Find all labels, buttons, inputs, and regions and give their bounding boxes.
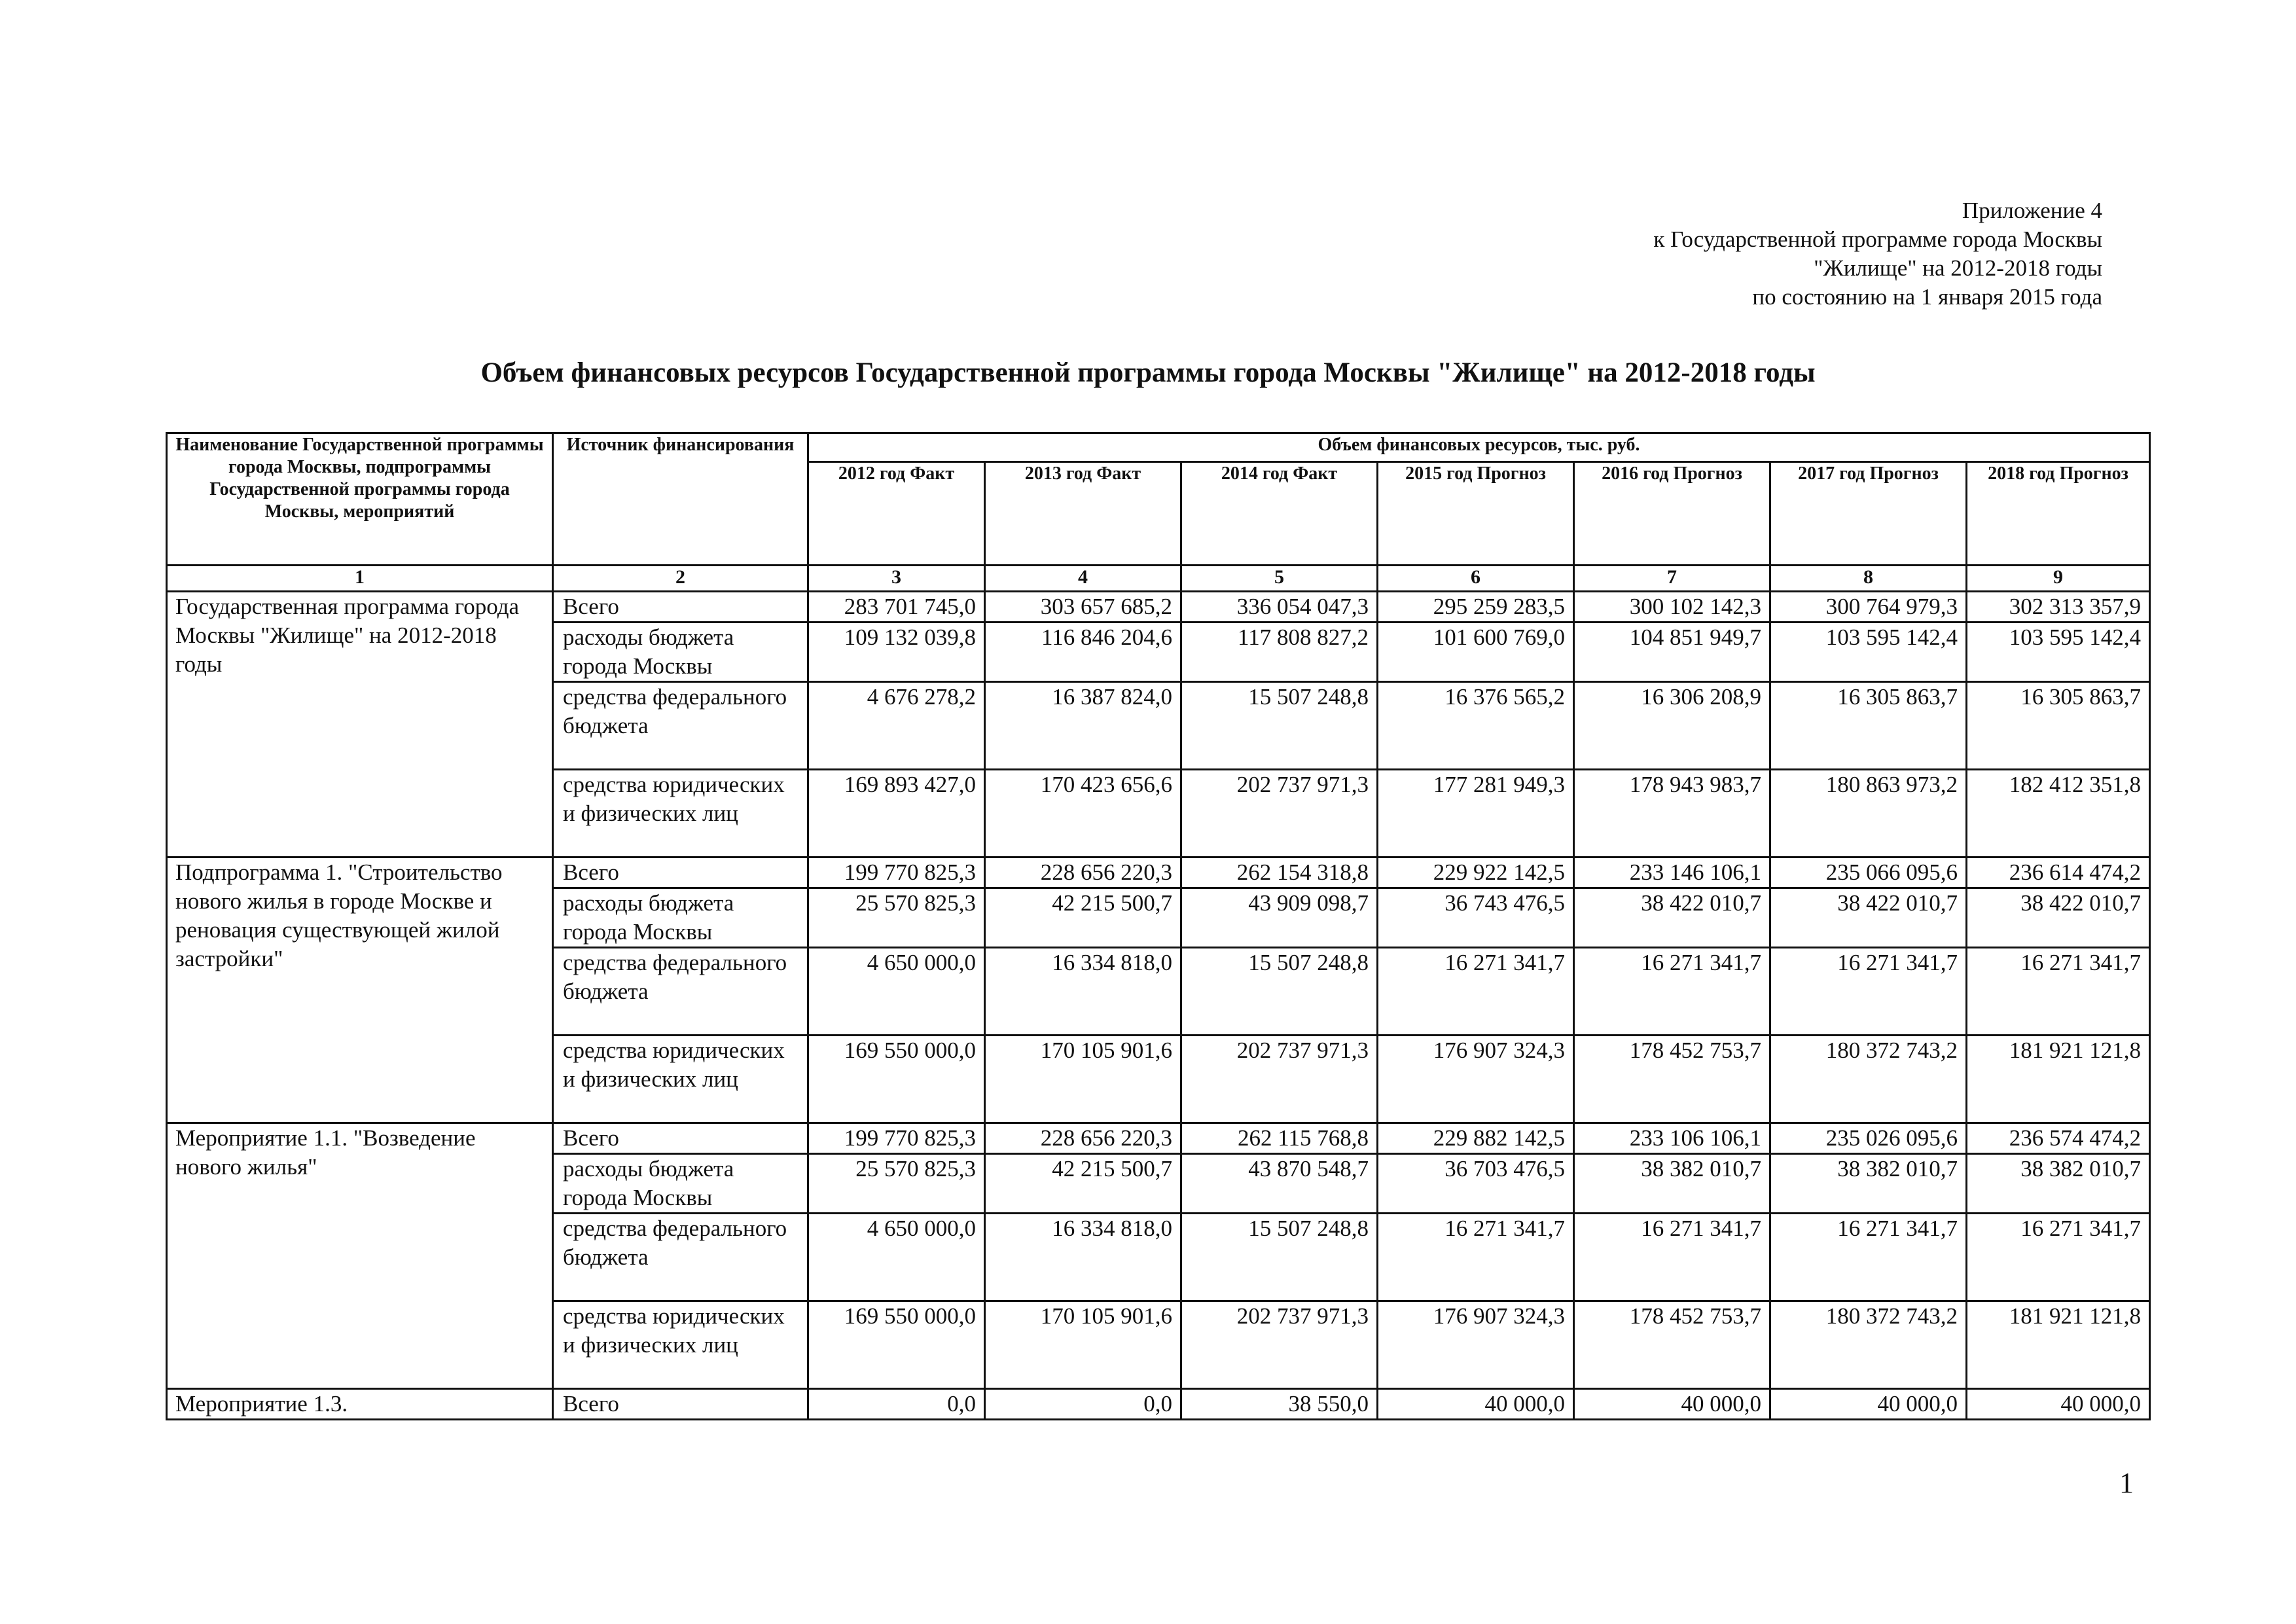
amount-cell: 16 271 341,7: [1967, 948, 2150, 1036]
header-source: Источник финансирования: [553, 433, 808, 566]
amount-cell: 202 737 971,3: [1181, 770, 1378, 857]
amount-cell: 169 550 000,0: [808, 1036, 985, 1123]
amount-cell: 15 507 248,8: [1181, 948, 1378, 1036]
table-row: [167, 1389, 2150, 1420]
program-name-cell: Государственная программа города Москвы "Жилище" на 2012-2018 годы: [167, 592, 553, 857]
page-number: 1: [2119, 1467, 2134, 1499]
amount-cell: 180 863 973,2: [1770, 770, 1967, 857]
amount-cell: 170 423 656,6: [985, 770, 1181, 857]
amount-cell: 177 281 949,3: [1378, 770, 1574, 857]
header-year: 2016 год Прогноз: [1574, 462, 1770, 566]
appendix-line-1: Приложение 4: [1962, 198, 2102, 223]
funding-source-cell: Всего: [553, 1123, 808, 1154]
finance-table: [166, 432, 2151, 1420]
amount-cell: 303 657 685,2: [985, 592, 1181, 623]
amount-cell: 38 422 010,7: [1574, 888, 1770, 948]
amount-cell: 0,0: [808, 1389, 985, 1420]
column-number: 1: [167, 566, 553, 592]
amount-cell: 43 870 548,7: [1181, 1154, 1378, 1214]
table-row: [167, 857, 2150, 888]
amount-cell: 40 000,0: [1967, 1389, 2150, 1420]
document-title: Объем финансовых ресурсов Государственной программы города Москвы "Жилище" на 2012-2018 годы: [480, 357, 1816, 388]
amount-cell: 15 507 248,8: [1181, 682, 1378, 770]
amount-cell: 283 701 745,0: [808, 592, 985, 623]
amount-cell: 236 614 474,2: [1967, 857, 2150, 888]
amount-cell: 228 656 220,3: [985, 857, 1181, 888]
amount-cell: 16 334 818,0: [985, 1214, 1181, 1301]
amount-cell: 199 770 825,3: [808, 1123, 985, 1154]
amount-cell: 180 372 743,2: [1770, 1036, 1967, 1123]
amount-cell: 16 305 863,7: [1967, 682, 2150, 770]
program-name-cell: Мероприятие 1.1. "Возведение нового жилья": [167, 1123, 553, 1389]
amount-cell: 229 882 142,5: [1378, 1123, 1574, 1154]
column-number: 8: [1770, 566, 1967, 592]
amount-cell: 169 550 000,0: [808, 1301, 985, 1389]
amount-cell: 116 846 204,6: [985, 623, 1181, 682]
amount-cell: 176 907 324,3: [1378, 1036, 1574, 1123]
amount-cell: 336 054 047,3: [1181, 592, 1378, 623]
amount-cell: 16 376 565,2: [1378, 682, 1574, 770]
column-number: 9: [1967, 566, 2150, 592]
funding-source-cell: средства юридических и физических лиц: [553, 770, 808, 857]
amount-cell: 16 271 341,7: [1574, 948, 1770, 1036]
amount-cell: 16 271 341,7: [1574, 1214, 1770, 1301]
amount-cell: 302 313 357,9: [1967, 592, 2150, 623]
amount-cell: 182 412 351,8: [1967, 770, 2150, 857]
amount-cell: 262 115 768,8: [1181, 1123, 1378, 1154]
amount-cell: 109 132 039,8: [808, 623, 985, 682]
appendix-line-4: по состоянию на 1 января 2015 года: [1752, 284, 2102, 310]
funding-source-cell: расходы бюджета города Москвы: [553, 1154, 808, 1214]
header-name: Наименование Государственной программы города Москвы, подпрограммы Государственной программы города Москвы, мероприятий: [167, 433, 553, 566]
header-year: 2014 год Факт: [1181, 462, 1378, 566]
column-number: 3: [808, 566, 985, 592]
amount-cell: 38 382 010,7: [1770, 1154, 1967, 1214]
header-year: 2012 год Факт: [808, 462, 985, 566]
amount-cell: 38 382 010,7: [1967, 1154, 2150, 1214]
funding-source-cell: средства федерального бюджета: [553, 948, 808, 1036]
amount-cell: 0,0: [985, 1389, 1181, 1420]
amount-cell: 36 703 476,5: [1378, 1154, 1574, 1214]
amount-cell: 229 922 142,5: [1378, 857, 1574, 888]
amount-cell: 25 570 825,3: [808, 888, 985, 948]
amount-cell: 295 259 283,5: [1378, 592, 1574, 623]
funding-source-cell: средства федерального бюджета: [553, 1214, 808, 1301]
amount-cell: 4 650 000,0: [808, 948, 985, 1036]
appendix-note: [1653, 196, 2102, 312]
amount-cell: 228 656 220,3: [985, 1123, 1181, 1154]
amount-cell: 42 215 500,7: [985, 1154, 1181, 1214]
funding-source-cell: средства юридических и физических лиц: [553, 1301, 808, 1389]
amount-cell: 16 271 341,7: [1378, 948, 1574, 1036]
column-number: 7: [1574, 566, 1770, 592]
funding-source-cell: расходы бюджета города Москвы: [553, 623, 808, 682]
amount-cell: 16 271 341,7: [1378, 1214, 1574, 1301]
amount-cell: 103 595 142,4: [1770, 623, 1967, 682]
amount-cell: 178 452 753,7: [1574, 1301, 1770, 1389]
header-year: 2018 год Прогноз: [1967, 462, 2150, 566]
amount-cell: 169 893 427,0: [808, 770, 985, 857]
table-row: [167, 592, 2150, 623]
appendix-line-2: к Государственной программе города Москвы: [1653, 226, 2102, 252]
amount-cell: 233 146 106,1: [1574, 857, 1770, 888]
amount-cell: 199 770 825,3: [808, 857, 985, 888]
header-volume: Объем финансовых ресурсов, тыс. руб.: [808, 433, 2150, 462]
amount-cell: 16 305 863,7: [1770, 682, 1967, 770]
funding-source-cell: Всего: [553, 857, 808, 888]
amount-cell: 117 808 827,2: [1181, 623, 1378, 682]
program-name-cell: Подпрограмма 1. "Строительство нового жилья в городе Москве и реновация существующей жилой застройки": [167, 857, 553, 1123]
column-number: 2: [553, 566, 808, 592]
amount-cell: 300 102 142,3: [1574, 592, 1770, 623]
amount-cell: 202 737 971,3: [1181, 1036, 1378, 1123]
amount-cell: 235 026 095,6: [1770, 1123, 1967, 1154]
amount-cell: 300 764 979,3: [1770, 592, 1967, 623]
amount-cell: 16 306 208,9: [1574, 682, 1770, 770]
amount-cell: 15 507 248,8: [1181, 1214, 1378, 1301]
amount-cell: 38 422 010,7: [1770, 888, 1967, 948]
amount-cell: 40 000,0: [1574, 1389, 1770, 1420]
funding-source-cell: средства юридических и физических лиц: [553, 1036, 808, 1123]
amount-cell: 40 000,0: [1770, 1389, 1967, 1420]
amount-cell: 236 574 474,2: [1967, 1123, 2150, 1154]
amount-cell: 16 271 341,7: [1770, 1214, 1967, 1301]
column-number: 4: [985, 566, 1181, 592]
amount-cell: 235 066 095,6: [1770, 857, 1967, 888]
amount-cell: 38 550,0: [1181, 1389, 1378, 1420]
amount-cell: 42 215 500,7: [985, 888, 1181, 948]
amount-cell: 38 422 010,7: [1967, 888, 2150, 948]
funding-source-cell: Всего: [553, 1389, 808, 1420]
amount-cell: 181 921 121,8: [1967, 1301, 2150, 1389]
amount-cell: 181 921 121,8: [1967, 1036, 2150, 1123]
amount-cell: 180 372 743,2: [1770, 1301, 1967, 1389]
amount-cell: 16 334 818,0: [985, 948, 1181, 1036]
amount-cell: 170 105 901,6: [985, 1301, 1181, 1389]
amount-cell: 25 570 825,3: [808, 1154, 985, 1214]
amount-cell: 4 676 278,2: [808, 682, 985, 770]
amount-cell: 104 851 949,7: [1574, 623, 1770, 682]
column-number: 6: [1378, 566, 1574, 592]
amount-cell: 178 452 753,7: [1574, 1036, 1770, 1123]
amount-cell: 101 600 769,0: [1378, 623, 1574, 682]
funding-source-cell: Всего: [553, 592, 808, 623]
amount-cell: 233 106 106,1: [1574, 1123, 1770, 1154]
amount-cell: 40 000,0: [1378, 1389, 1574, 1420]
table-row: [167, 1123, 2150, 1154]
amount-cell: 262 154 318,8: [1181, 857, 1378, 888]
amount-cell: 16 271 341,7: [1770, 948, 1967, 1036]
amount-cell: 16 387 824,0: [985, 682, 1181, 770]
amount-cell: 178 943 983,7: [1574, 770, 1770, 857]
amount-cell: 202 737 971,3: [1181, 1301, 1378, 1389]
program-name-cell: Мероприятие 1.3.: [167, 1389, 553, 1420]
amount-cell: 170 105 901,6: [985, 1036, 1181, 1123]
header-year: 2015 год Прогноз: [1378, 462, 1574, 566]
amount-cell: 38 382 010,7: [1574, 1154, 1770, 1214]
amount-cell: 36 743 476,5: [1378, 888, 1574, 948]
header-year: 2013 год Факт: [985, 462, 1181, 566]
funding-source-cell: расходы бюджета города Москвы: [553, 888, 808, 948]
amount-cell: 16 271 341,7: [1967, 1214, 2150, 1301]
appendix-line-3: "Жилище" на 2012-2018 годы: [1814, 255, 2102, 281]
amount-cell: 4 650 000,0: [808, 1214, 985, 1301]
funding-source-cell: средства федерального бюджета: [553, 682, 808, 770]
amount-cell: 43 909 098,7: [1181, 888, 1378, 948]
header-year: 2017 год Прогноз: [1770, 462, 1967, 566]
amount-cell: 103 595 142,4: [1967, 623, 2150, 682]
amount-cell: 176 907 324,3: [1378, 1301, 1574, 1389]
column-number: 5: [1181, 566, 1378, 592]
